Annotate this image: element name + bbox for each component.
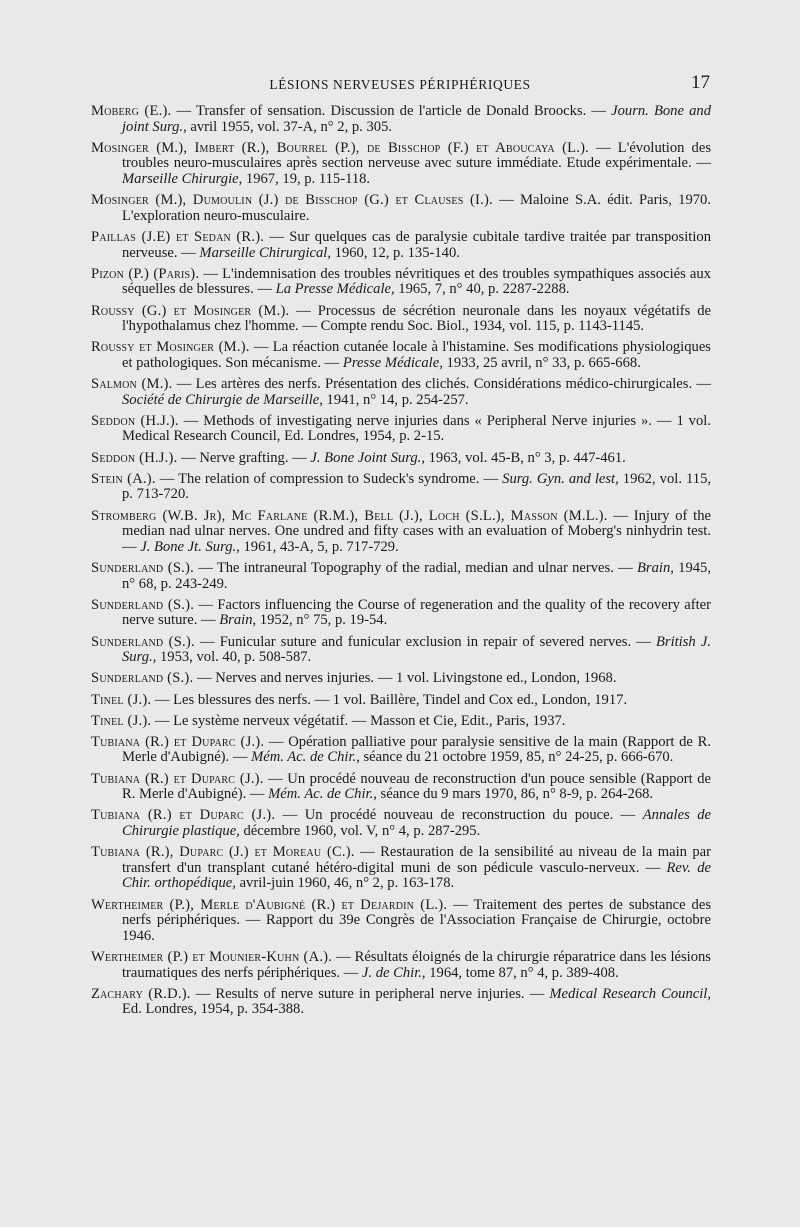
reference-text: — Nerves and nerves injuries. — 1 vol. Livingstone ed., London, 1968. — [193, 670, 617, 687]
reference-entry — [91, 230, 711, 261]
reference-entry — [91, 808, 711, 839]
reference-text: — Les blessures des nerfs. — 1 vol. Baillère, Tindel and Cox ed., London, 1917. — [151, 691, 628, 708]
reference-text: — Sur quelques cas de paralysie cubitale tardive traitée par transposition nerveuse. — — [122, 228, 711, 261]
reference-text: — Maloine S.A. édit. Paris, 1970. L'exploration neuro-musculaire. — [122, 192, 711, 224]
reference-journal: Société de Chirurgie de Marseille, — [122, 391, 323, 408]
reference-details: , 1961, 43-A, 5, p. 717-729. — [236, 538, 399, 555]
reference-list — [91, 104, 711, 1024]
reference-entry — [91, 671, 711, 687]
reference-author: Sunderland (S.). — [91, 596, 195, 613]
reference-journal: J. de Chir. — [361, 964, 422, 981]
reference-entry — [91, 377, 711, 408]
reference-text: — L'évolution des troubles neuro-musculaires après section nerveuse avec suture immédiate. Etude expérimentale. — — [122, 139, 712, 172]
reference-details: décembre 1960, vol. V, n° 4, p. 287-295. — [239, 823, 481, 840]
page-number: 17 — [691, 72, 710, 93]
reference-details: , séance du 21 octobre 1959, 85, n° 24-25, p. 666-670. — [356, 749, 674, 766]
reference-details: , séance du 9 mars 1970, 86, n° 8-9, p. 264-268. — [373, 786, 654, 803]
reference-text: — Methods of investigating nerve injuries dans « Peripheral Nerve injuries ». — 1 vol. Medical Research Council, Ed. Londres, 1954, p. 2-15. — [122, 412, 711, 445]
reference-entry — [91, 714, 711, 730]
reference-journal: Mém. Ac. de Chir. — [268, 786, 374, 803]
reference-author: Wertheimer (P.) et Mounier-Kuhn (A.). — [91, 948, 333, 965]
reference-text: — Factors influencing the Course of regeneration and the quality of the recovery after nerve suture. — — [122, 596, 711, 629]
reference-text: — Opération palliative pour paralysie sensitive de la main (Rapport de R. Merle d'Aubigné). — — [122, 733, 711, 766]
reference-entry — [91, 950, 711, 981]
reference-entry — [91, 340, 711, 371]
reference-entry — [91, 141, 711, 188]
reference-author: Sunderland (S.). — [91, 559, 194, 576]
reference-entry — [91, 845, 711, 892]
reference-text: — Nerve grafting. — — [177, 449, 311, 466]
reference-author: Pizon (P.) (Paris). — [91, 265, 200, 282]
reference-journal: Brain, — [219, 612, 257, 629]
reference-text: — Processus de sécrétion neuronale dans les noyaux végétatifs de l'hypothalamus chez l'homme. — Compte rendu Soc. Biol., 1934, vol. 115, p. 1143-1145. — [122, 302, 711, 335]
reference-journal: Brain, — [637, 559, 674, 576]
reference-text: — Funicular suture and funicular exclusion in repair of severed nerves. — — [194, 633, 656, 650]
reference-details: Ed. Londres, 1954, p. 354-388. — [122, 1001, 304, 1018]
reference-entry — [91, 987, 711, 1018]
reference-text: — Un procédé nouveau de reconstruction d'un pouce sensible (Rapport de R. Merle d'Aubigné). — — [122, 770, 711, 803]
reference-text: — Traitement des pertes de substance des nerfs périphériques. — Rapport du 39e Congrès de l'Association Française de Chirurgie, octobre 1946. — [122, 896, 711, 944]
reference-entry — [91, 772, 711, 803]
reference-author: Tubiana (R.) et Duparc (J.). — [91, 733, 265, 750]
reference-author: Seddon (H.J.). — [91, 412, 179, 429]
reference-details: 1960, 12, p. 135-140. — [331, 244, 460, 261]
reference-details: , 1953, vol. 40, p. 508-587. — [152, 649, 312, 666]
reference-text: — Les artères des nerfs. Présentation des clichés. Considérations médico-chirurgicales. — — [172, 376, 711, 393]
reference-details: avril-juin 1960, 46, n° 2, p. 163-178. — [235, 875, 455, 892]
reference-author: Tinel (J.). — [91, 712, 152, 729]
reference-text: — Transfer of sensation. Discussion de l'article de Donald Broocks. — — [171, 103, 612, 119]
reference-text: — The intraneural Topography of the radial, median and ulnar nerves. — — [193, 559, 637, 576]
reference-journal: Marseille Chirurgical, — [199, 244, 332, 261]
reference-author: Stromberg (W.B. Jr), Mc Farlane (R.M.), Bell (J.), Loch (S.L.), Masson (M.L.). — [91, 507, 608, 524]
reference-author: Paillas (J.E) et Sedan (R.). — [91, 228, 265, 245]
reference-entry — [91, 598, 711, 629]
reference-entry — [91, 898, 711, 945]
reference-journal: Annales de Chirurgie plastique, — [122, 807, 711, 840]
reference-author: Mosinger (M.), Imbert (R.), Bourrel (P.), de Bisschop (F.) et Aboucaya (L.). — [91, 139, 590, 156]
reference-journal: Marseille Chirurgie — [122, 170, 239, 187]
reference-details: 1933, 25 avril, n° 33, p. 665-668. — [442, 354, 641, 371]
reference-text: — Restauration de la sensibilité au niveau de la main par transfert d'un transplant cutané hétéro-digital muni de son pédicule vasculo-nerveux. — — [122, 844, 711, 876]
reference-journal: La Presse Médicale, — [275, 281, 395, 298]
reference-details: 1962, vol. 115, p. 713-720. — [122, 470, 712, 503]
reference-entry — [91, 472, 711, 503]
reference-text: — Résultats éloignés de la chirurgie réparatrice dans les lésions traumatiques des nerfs périphériques. — — [122, 948, 711, 981]
reference-author: Wertheimer (P.), Merle d'Aubigné (R.) et Dejardin (L.). — [91, 896, 448, 913]
reference-journal: Surg. Gyn. and lest, — [502, 470, 619, 487]
reference-details: , avril 1955, vol. 37-A, n° 2, p. 305. — [183, 118, 393, 135]
reference-text: — Un procédé nouveau de reconstruction du pouce. — — [275, 807, 643, 824]
reference-text: — L'indemnisation des troubles névritiques et des troubles sympathiques associés aux séquelles de blessures. — — [122, 265, 711, 298]
reference-entry — [91, 735, 711, 766]
reference-entry — [91, 193, 711, 224]
reference-text: — La réaction cutanée locale à l'histamine. Ses modifications physiologiques et pathologiques. Son mécanisme. — — [122, 339, 711, 371]
reference-journal: J. Bone Jt. Surg. — [140, 538, 237, 555]
reference-author: Tubiana (R.) et Duparc (J.). — [91, 770, 264, 787]
reference-entry — [91, 414, 711, 445]
reference-entry — [91, 451, 711, 467]
reference-journal: Presse Médicale, — [342, 354, 443, 371]
reference-author: Sunderland (S.). — [91, 633, 195, 650]
reference-text: — The relation of compression to Sudeck's syndrome. — — [155, 470, 503, 487]
reference-journal: Medical Research Council, — [549, 985, 711, 1002]
reference-journal: British J. Surg. — [122, 633, 711, 666]
reference-author: Roussy et Mosinger (M.). — [91, 339, 250, 356]
reference-entry — [91, 635, 711, 666]
reference-entry — [91, 267, 711, 298]
reference-details: , 1963, vol. 45-B, n° 3, p. 447-461. — [421, 449, 626, 466]
reference-author: Seddon (H.J.). — [91, 449, 178, 466]
reference-entry — [91, 693, 711, 709]
reference-text: — Results of nerve suture in peripheral nerve injuries. — — [190, 985, 550, 1002]
reference-details: 1952, n° 75, p. 19-54. — [256, 612, 388, 629]
page-header — [0, 74, 800, 96]
running-title: LÉSIONS NERVEUSES PÉRIPHÉRIQUES — [269, 77, 531, 92]
reference-text: — Le système nerveux végétatif. — Masson et Cie, Edit., Paris, 1937. — [151, 712, 566, 729]
reference-entry — [91, 561, 711, 592]
reference-details: 1945, n° 68, p. 243-249. — [122, 559, 712, 592]
reference-details: , 1964, tome 87, n° 4, p. 389-408. — [421, 964, 619, 981]
reference-author: Stein (A.). — [91, 470, 156, 487]
reference-details: , 1967, 19, p. 115-118. — [238, 170, 371, 187]
reference-details: 1941, n° 14, p. 254-257. — [322, 391, 469, 408]
reference-author: Mosinger (M.), Dumoulin (J.) de Bisschop (G.) et Clauses (I.). — [91, 192, 493, 209]
reference-entry — [91, 509, 711, 556]
reference-journal: Mém. Ac. de Chir. — [251, 749, 357, 766]
reference-author: Salmon (M.). — [91, 376, 173, 393]
reference-journal: Rev. de Chir. orthopédique, — [122, 859, 711, 892]
reference-author: Moberg (E.). — [91, 103, 172, 119]
reference-entry — [91, 304, 711, 335]
reference-journal: Journ. Bone and joint Surg. — [122, 103, 711, 135]
reference-details: 1965, 7, n° 40, p. 2287-2288. — [394, 281, 570, 298]
reference-author: Zachary (R.D.). — [91, 985, 191, 1002]
reference-author: Roussy (G.) et Mosinger (M.). — [91, 302, 290, 319]
reference-journal: J. Bone Joint Surg. — [310, 449, 422, 466]
reference-author: Tinel (J.). — [91, 691, 152, 708]
reference-author: Tubiana (R.), Duparc (J.) et Moreau (C.). — [91, 844, 355, 861]
reference-text: — Injury of the median nad ulnar nerves. One undred and fifty cases with an evaluation of Moberg's ninhydrin test. — — [122, 507, 711, 555]
reference-author: Sunderland (S.). — [91, 670, 194, 687]
reference-author: Tubiana (R.) et Duparc (J.). — [91, 807, 276, 824]
reference-entry — [91, 104, 711, 135]
